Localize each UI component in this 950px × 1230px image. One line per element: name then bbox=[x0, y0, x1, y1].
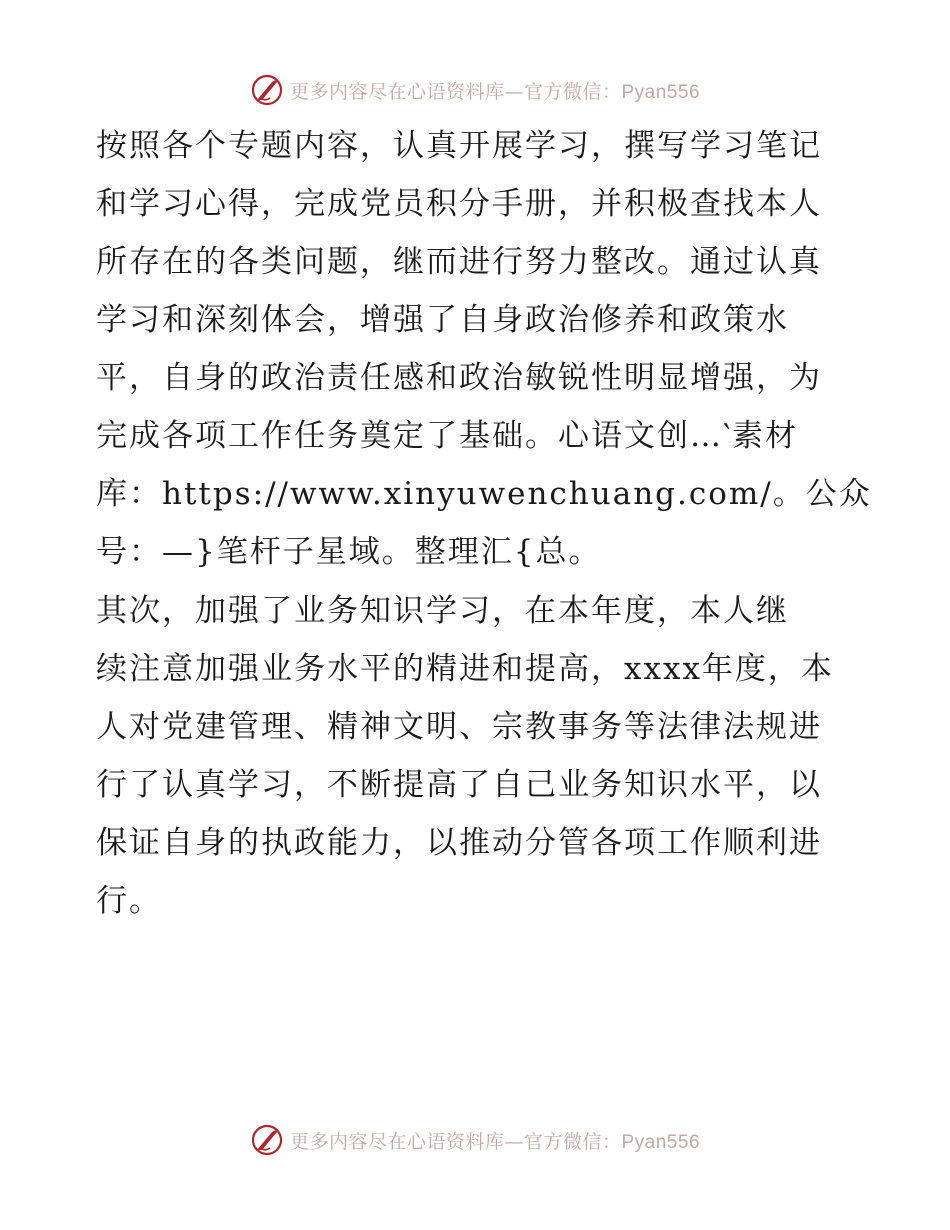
paragraph-line: 平，自身的政治责任感和政治敏锐性明显增强，为 bbox=[96, 360, 822, 396]
footer-wechat-id: Pyan556 bbox=[621, 1131, 701, 1153]
footer-banner bbox=[0, 1120, 950, 1160]
paragraph-line: 续注意加强业务水平的精进和提高，xxxx年度，本 bbox=[96, 651, 834, 687]
paragraph-line: 和学习心得，完成党员积分手册，并积极查找本人 bbox=[96, 186, 822, 222]
paragraph-line: 人对党建管理、精神文明、宗教事务等法律法规进 bbox=[96, 709, 822, 745]
paragraph-line: 其次，加强了业务知识学习，在本年度，本人继 bbox=[96, 593, 789, 629]
header-banner bbox=[0, 70, 950, 110]
header-banner-text bbox=[290, 77, 700, 104]
footer-banner-text bbox=[290, 1127, 700, 1154]
quill-pen-logo-icon bbox=[250, 73, 284, 107]
footer-banner-label: 更多内容尽在心语资料库—官方微信： bbox=[289, 1130, 622, 1153]
header-banner-label: 更多内容尽在心语资料库—官方微信： bbox=[289, 80, 622, 103]
paragraph-line: 完成各项工作任务奠定了基础。心语文创…‵素材 bbox=[96, 418, 799, 454]
paragraph-line: 按照各个专题内容，认真开展学习，撰写学习笔记 bbox=[96, 128, 822, 164]
paragraph-line: 所存在的各类问题，继而进行努力整改。通过认真 bbox=[96, 244, 822, 280]
paragraph-2 bbox=[96, 582, 856, 930]
paragraph-line: 行。 bbox=[96, 883, 162, 919]
quill-pen-logo-icon bbox=[250, 1123, 284, 1157]
paragraph-line: 保证自身的执政能力，以推动分管各项工作顺利进 bbox=[96, 825, 822, 861]
header-wechat-id: Pyan556 bbox=[621, 81, 701, 103]
paragraph-line: 行了认真学习，不断提高了自己业务知识水平，以 bbox=[96, 767, 822, 803]
paragraph-1 bbox=[96, 117, 872, 581]
paragraph-line: 号：—}笔杆子星域。整理汇{总。 bbox=[96, 534, 602, 570]
paragraph-line: 学习和深刻体会，增强了自身政治修养和政策水 bbox=[96, 302, 789, 338]
paragraph-line: 库：https://www.xinyuwenchuang.com/。公众 bbox=[96, 476, 872, 512]
